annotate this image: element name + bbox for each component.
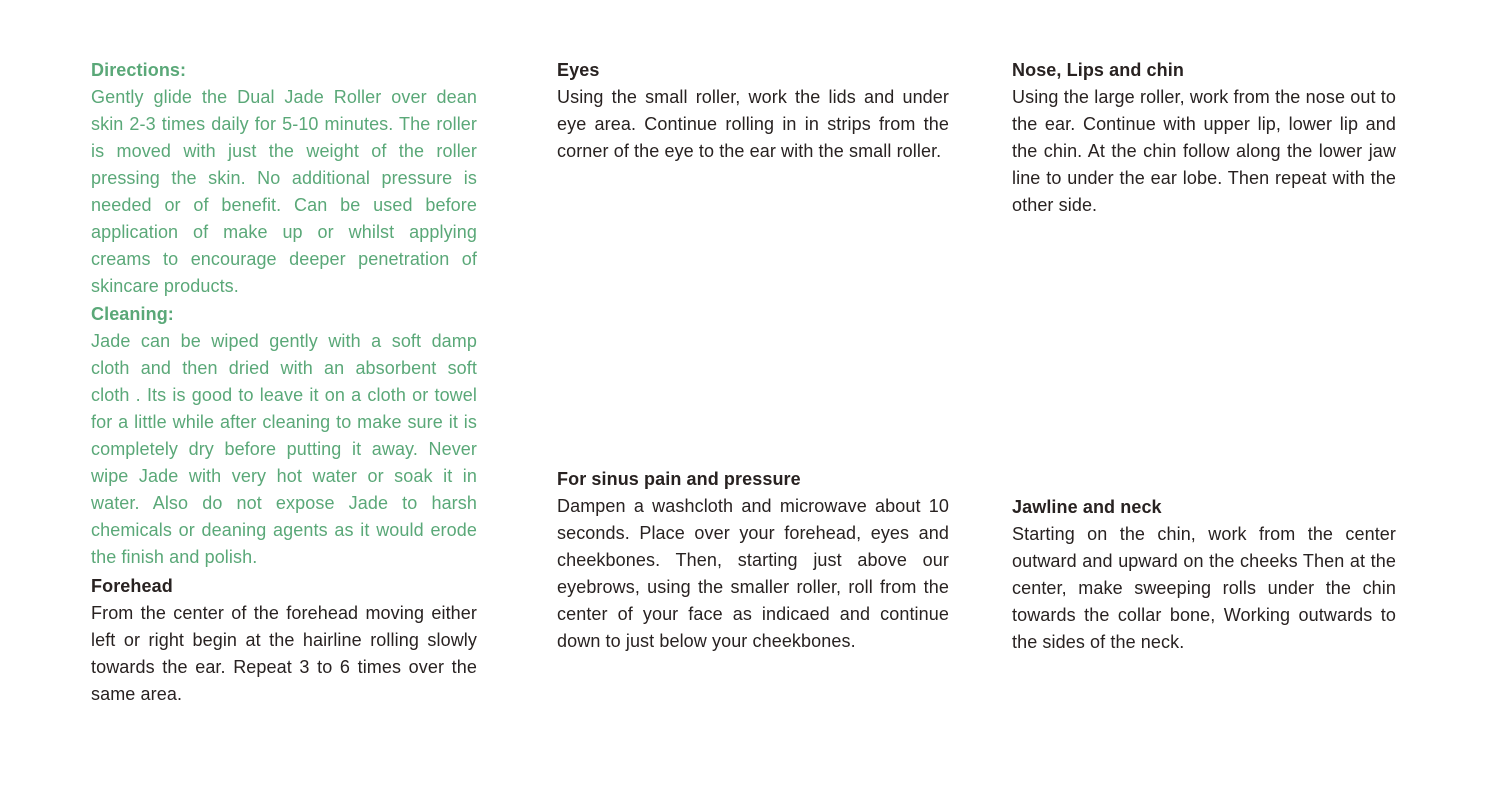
jawline-heading: Jawline and neck — [1012, 497, 1162, 517]
section-directions — [91, 57, 477, 300]
section-sinus-pain-pressure — [557, 466, 949, 655]
section-forehead — [91, 573, 477, 708]
cleaning-body: Jade can be wiped gently with a soft damp cloth and then dried with an absorbent soft cloth . Its is good to leave it on a cloth or towel for a little while after cleaning to make sure it is completely dry before putting it away. Never wipe Jade with very hot water or soak it in water. Also do not expose Jade to harsh chemicals or deaning agents as it would erode the finish and polish. — [91, 331, 477, 567]
directions-heading: Directions: — [91, 60, 187, 80]
nose-heading: Nose, Lips and chin — [1012, 60, 1184, 80]
directions-body: Gently glide the Dual Jade Roller over dean skin 2-3 times daily for 5-10 minutes. The roller is moved with just the weight of the roller pressing the skin. No additional pressure is needed or of benefit. Can be used before application of make up or whilst applying creams to encourage deeper penetration of skincare products. — [91, 87, 477, 296]
section-nose-lips-chin — [1012, 57, 1396, 219]
section-jawline-neck — [1012, 494, 1396, 656]
nose-body: Using the large roller, work from the nose out to the ear. Continue with upper lip, lower lip and the chin. At the chin follow along the lower jaw line to under the ear lobe. Then repeat with the other side. — [1012, 87, 1396, 215]
eyes-body: Using the small roller, work the lids and under eye area. Continue rolling in in strips from the corner of the eye to the ear with the small roller. — [557, 87, 949, 161]
forehead-heading: Forehead — [91, 576, 173, 596]
eyes-heading: Eyes — [557, 60, 600, 80]
jawline-body: Starting on the chin, work from the center outward and upward on the cheeks Then at the center, make sweeping rolls under the chin towards the collar bone, Working outwards to the sides of the neck. — [1012, 524, 1396, 652]
sinus-heading: For sinus pain and pressure — [557, 469, 801, 489]
sinus-body: Dampen a washcloth and microwave about 10 seconds. Place over your forehead, eyes and cheekbones. Then, starting just above our eyebrows, using the smaller roller, roll from the center of your face as indicaed and continue down to just below your cheekbones. — [557, 496, 949, 651]
forehead-body: From the center of the forehead moving either left or right begin at the hairline rolling slowly towards the ear. Repeat 3 to 6 times over the same area. — [91, 603, 477, 704]
cleaning-heading: Cleaning: — [91, 304, 174, 324]
section-eyes — [557, 57, 949, 165]
section-cleaning — [91, 301, 477, 571]
